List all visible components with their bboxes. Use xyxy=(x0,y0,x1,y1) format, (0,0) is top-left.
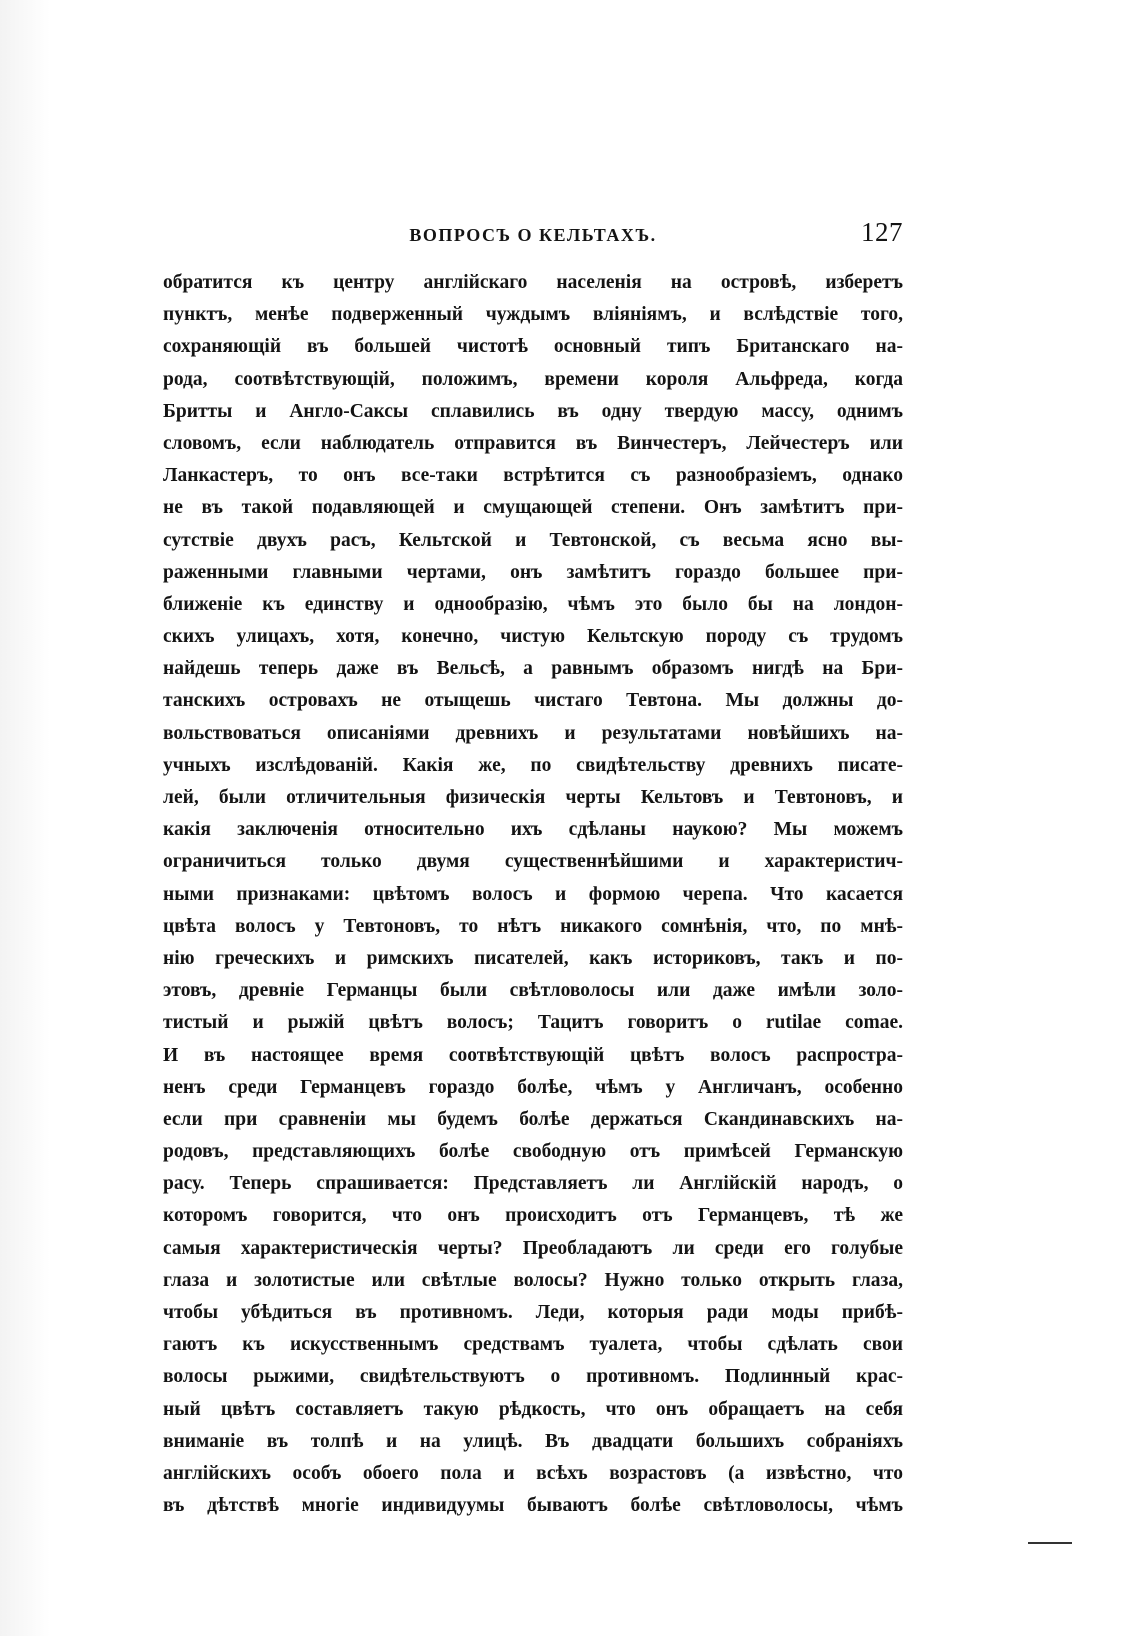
text-line: ограничиться только двумя существеннѣйшими и характеристич- xyxy=(163,851,903,873)
text-line: сутствіе двухъ расъ, Кельтской и Тевтонской, съ весьма ясно вы- xyxy=(163,529,903,551)
margin-mark xyxy=(1028,1542,1072,1544)
text-line: вниманіе въ толпѣ и на улицѣ. Въ двадцати большихъ собраніяхъ xyxy=(163,1430,903,1452)
text-line: танскихъ островахъ не отыщешь чистаго Тевтона. Мы должны до- xyxy=(163,690,903,712)
text-line: если при сравненіи мы будемъ болѣе держаться Скандинавскихъ на- xyxy=(163,1108,903,1130)
text-line: чтобы убѣдиться въ противномъ. Леди, которыя ради моды прибѣ- xyxy=(163,1302,903,1323)
text-line: лей, были отличительныя физическія черты Кельтовъ и Тевтоновъ, и xyxy=(163,787,903,808)
text-line: словомъ, если наблюдатель отправится въ Винчестеръ, Лейчестеръ или xyxy=(163,432,903,454)
text-line: Бритты и Англо-Саксы сплавились въ одну твердую массу, однимъ xyxy=(163,400,903,422)
text-line: глаза и золотистые или свѣтлые волосы? Нужно только открыть глаза, xyxy=(163,1269,903,1291)
text-line: пунктъ, менѣе подверженный чуждымъ вліяніямъ, и вслѣдствіе того, xyxy=(163,304,903,326)
text-line: сохраняющій въ большей чистотѣ основный типъ Британскаго на- xyxy=(163,336,903,358)
text-line: вольствоваться описаніями древнихъ и результатами новѣйшихъ на- xyxy=(163,722,903,744)
text-line: обратится къ центру англійскаго населенія на островѣ, изберетъ xyxy=(163,272,903,293)
text-line: раженными главными чертами, онъ замѣтитъ гораздо большее при- xyxy=(163,561,903,583)
running-title: ВОПРОСЪ О КЕЛЬТАХЪ. xyxy=(409,225,657,245)
text-line: гаютъ къ искусственнымъ средствамъ туалета, чтобы сдѣлать свои xyxy=(163,1334,903,1356)
text-line: ный цвѣтъ составляетъ такую рѣдкость, что онъ обращаетъ на себя xyxy=(163,1398,903,1420)
text-line: самыя характеристическія черты? Преобладаютъ ли среди его голубые xyxy=(163,1237,903,1259)
text-line: этовъ, древніе Германцы были свѣтловолосы или даже имѣли золо- xyxy=(163,980,903,1002)
text-line: цвѣта волосъ у Тевтоновъ, то нѣтъ никакого сомнѣнія, что, по мнѣ- xyxy=(163,915,903,937)
text-line: ненъ среди Германцевъ гораздо болѣе, чѣмъ у Англичанъ, особенно xyxy=(163,1076,903,1098)
text-line: которомъ говорится, что онъ происходитъ отъ Германцевъ, тѣ же xyxy=(163,1205,903,1227)
text-line: расу. Теперь спрашивается: Представляетъ ли Англійскій народъ, о xyxy=(163,1173,903,1195)
text-line: ными признаками: цвѣтомъ волосъ и формою черепа. Что касается xyxy=(163,883,903,905)
text-line: волосы рыжими, свидѣтельствуютъ о противномъ. Подлинный крас- xyxy=(163,1366,903,1388)
text-line: учныхъ изслѣдованій. Какія же, по свидѣтельству древнихъ писате- xyxy=(163,754,903,776)
text-line: родовъ, представляющихъ болѣе свободную отъ примѣсей Германскую xyxy=(163,1141,903,1163)
text-line: скихъ улицахъ, хотя, конечно, чистую Кельтскую породу съ трудомъ xyxy=(163,626,903,648)
text-line: англійскихъ особъ обоего пола и всѣхъ возрастовъ (а извѣстно, что xyxy=(163,1462,903,1484)
text-line: въ дѣтствѣ многіе индивидуумы бываютъ болѣе свѣтловолосы, чѣмъ xyxy=(163,1495,903,1517)
text-line: какія заключенія относительно ихъ сдѣланы наукою? Мы можемъ xyxy=(163,819,903,841)
text-line: тистый и рыжій цвѣтъ волосъ; Тацитъ говоритъ о rutilae comae. xyxy=(163,1012,903,1034)
text-line: И въ настоящее время соотвѣтствующій цвѣтъ волосъ распростра- xyxy=(163,1044,903,1066)
body-text xyxy=(163,267,903,1522)
text-line: нію греческихъ и римскихъ писателей, какъ историковъ, такъ и по- xyxy=(163,947,903,969)
running-head xyxy=(163,215,903,255)
text-line: ближеніе къ единству и однообразію, чѣмъ это было бы на лондон- xyxy=(163,593,903,615)
text-line: найдешь теперь даже въ Вельсѣ, а равнымъ образомъ нигдѣ на Бри- xyxy=(163,658,903,680)
text-line: не въ такой подавляющей и смущающей степени. Онъ замѣтитъ при- xyxy=(163,497,903,519)
text-line: Ланкастеръ, то онъ все-таки встрѣтится съ разнообразіемъ, однако xyxy=(163,465,903,487)
page-number: 127 xyxy=(861,217,903,247)
scan-edge-shadow xyxy=(0,0,50,1636)
text-line: рода, соотвѣтствующій, положимъ, времени короля Альфреда, когда xyxy=(163,368,903,390)
